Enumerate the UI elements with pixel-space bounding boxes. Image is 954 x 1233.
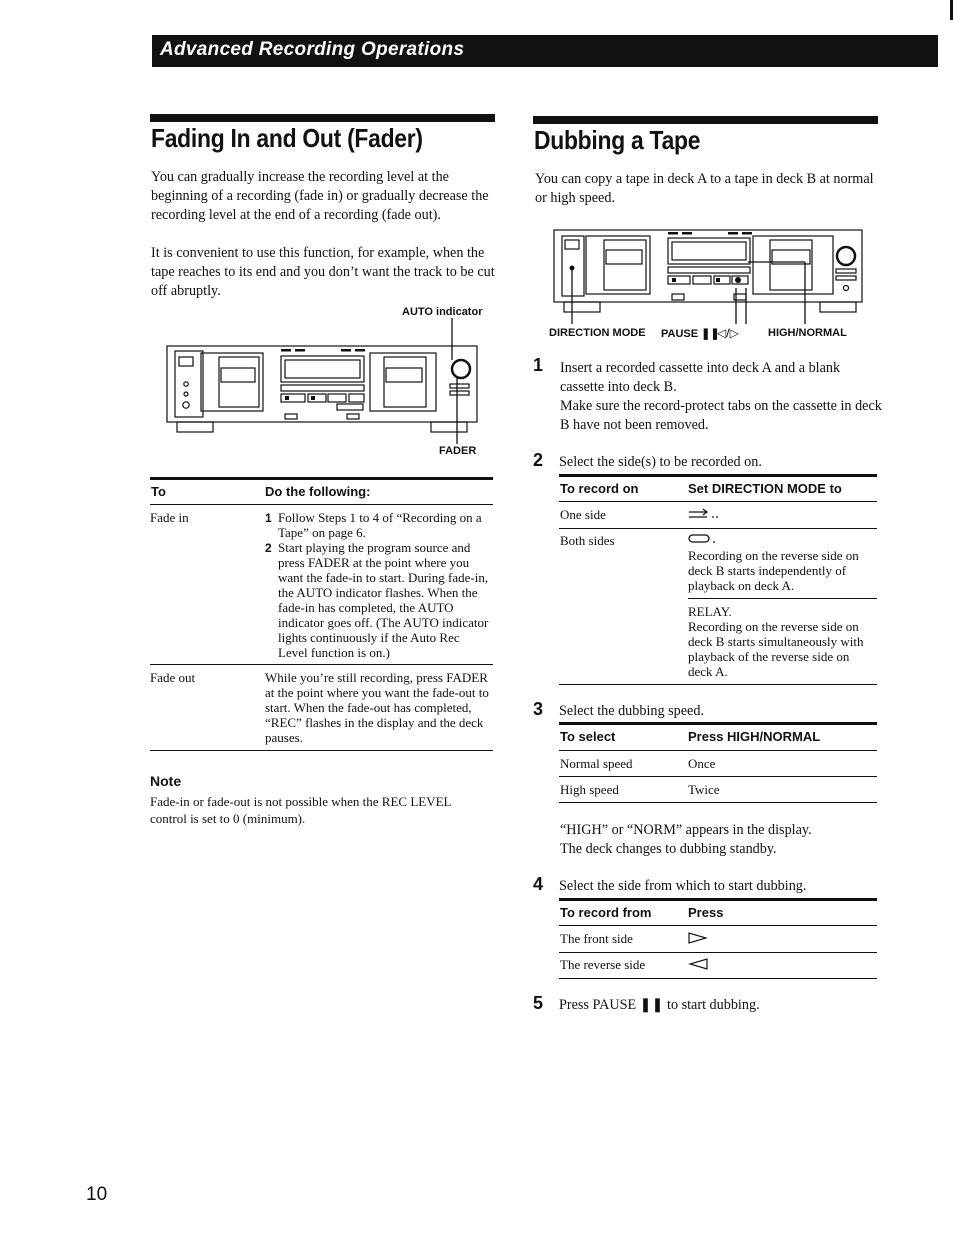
- reverse-side-label: The reverse side: [560, 957, 646, 972]
- dubbing-title: Dubbing a Tape: [534, 125, 701, 155]
- relay-value: RELAY.: [688, 604, 732, 619]
- dubbing-deck-illustration: [548, 226, 868, 330]
- step-2-number: 2: [533, 450, 544, 470]
- direction-mode-label: DIRECTION MODE: [549, 327, 646, 339]
- start-table-col-1: To record from: [560, 905, 652, 920]
- speed-table-col-2: Press HIGH/NORMAL: [688, 729, 821, 744]
- fade-out-label: Fade out: [150, 670, 196, 685]
- step-1-text: Insert a recorded cassette into deck A and a blank cassette into deck B.: [560, 360, 841, 395]
- both-sides-desc: Recording on the reverse side on deck B starts independently of playback on deck A.: [688, 548, 859, 593]
- normal-speed-label: Normal speed: [560, 756, 633, 771]
- relay-desc: Recording on the reverse side on deck B starts simultaneously with playback of the reverse side on deck A.: [688, 619, 864, 679]
- fader-table-col-to: To: [151, 484, 166, 499]
- note-text: Fade-in or fade-out is not possible when the REC LEVEL control is set to 0 (minimum).: [150, 794, 451, 826]
- dubbing-intro: You can copy a tape in deck A to a tape in deck B at normal or high speed.: [535, 171, 874, 206]
- fader-table-col-do: Do the following:: [265, 484, 371, 499]
- direction-table-top-rule: [559, 474, 877, 477]
- start-table-top-rule: [559, 898, 877, 901]
- high-normal-label: HIGH/NORMAL: [768, 327, 847, 339]
- step-4-text: Select the side from which to start dubbing.: [559, 878, 807, 894]
- step-5-text: Press PAUSE ❚❚ to start dubbing.: [559, 997, 760, 1013]
- auto-indicator-label: AUTO indicator: [402, 306, 483, 318]
- direction-table-rule-2: [688, 598, 877, 599]
- one-way-icon: [688, 508, 722, 522]
- speed-table-header-rule: [559, 750, 877, 751]
- step-1-note: Make sure the record-protect tabs on the cassette in deck B have not been removed.: [560, 398, 882, 433]
- section-title: Advanced Recording Operations: [160, 39, 465, 60]
- note-heading: Note: [150, 773, 182, 789]
- reverse-play-icon: [688, 958, 708, 970]
- fade-in-step2-num: 2: [265, 541, 272, 555]
- fader-table-bottom-rule: [150, 750, 493, 751]
- direction-table-col-2: Set DIRECTION MODE to: [688, 481, 842, 496]
- step-1-number: 1: [533, 355, 544, 375]
- fader-table-top-rule: [150, 477, 493, 480]
- section-header-bar: [152, 35, 938, 67]
- speed-table-rule-1: [559, 776, 877, 777]
- fader-intro-2: It is convenient to use this function, for example, when the tape reaches to its end and you don’t want the track to be cut off abruptly.: [151, 245, 495, 299]
- one-side-label: One side: [560, 507, 606, 522]
- speed-table-bottom-rule: [559, 802, 877, 803]
- speed-table-top-rule: [559, 722, 877, 725]
- front-side-label: The front side: [560, 931, 633, 946]
- direction-table-header-rule: [559, 501, 877, 502]
- start-table-col-2: Press: [688, 905, 724, 920]
- step-4-number: 4: [533, 874, 544, 894]
- pause-label: PAUSE ❚❚: [661, 328, 720, 340]
- high-speed-label: High speed: [560, 782, 619, 797]
- page-number: 10: [86, 1184, 108, 1205]
- direction-table-rule-1: [559, 528, 877, 529]
- high-speed-value: Twice: [688, 782, 720, 797]
- fader-deck-illustration: [165, 318, 485, 448]
- fade-in-label: Fade in: [150, 510, 189, 525]
- display-note: “HIGH” or “NORM” appears in the display.: [560, 822, 812, 838]
- edge-mark: [950, 0, 953, 20]
- start-table-header-rule: [559, 925, 877, 926]
- start-table-rule-1: [559, 952, 877, 953]
- fader-table-row-rule: [150, 664, 493, 665]
- step-3-number: 3: [533, 699, 544, 719]
- standby-note: The deck changes to dubbing standby.: [560, 841, 777, 857]
- step-3-text: Select the dubbing speed.: [559, 703, 704, 719]
- fader-intro-1: You can gradually increase the recording level at the beginning of a recording (fade in) or gradually decrease the recording level at the end of a recording (fade out).: [151, 169, 489, 223]
- forward-play-icon: [688, 932, 708, 944]
- fade-in-step1-num: 1: [265, 511, 272, 525]
- step-5-number: 5: [533, 993, 544, 1013]
- step-2-text: Select the side(s) to be recorded on.: [559, 454, 762, 470]
- normal-speed-value: Once: [688, 756, 716, 771]
- fader-table-header-rule: [150, 504, 493, 505]
- loop-icon: [688, 533, 718, 545]
- both-sides-label: Both sides: [560, 533, 615, 548]
- direction-table-bottom-rule: [559, 684, 877, 685]
- fade-in-step1: Follow Steps 1 to 4 of “Recording on a Tape” on page 6.: [278, 510, 482, 540]
- speed-table-col-1: To select: [560, 729, 616, 744]
- play-direction-label: ◁/▷: [717, 326, 739, 340]
- fade-out-text: While you’re still recording, press FADER at the point where you want the fade-out to start. When the fade-out has completed, “REC” flashes in the display and the deck pauses.: [265, 670, 489, 745]
- start-table-bottom-rule: [559, 978, 877, 979]
- fader-title: Fading In and Out (Fader): [151, 123, 423, 153]
- title-rule: [150, 114, 495, 122]
- fade-in-step2: Start playing the program source and press FADER at the point where you want the fade-in to start. During fade-in, the AUTO indicator flashes. When the fade-in has completed, the AUTO indicator goes off. (The AUTO indicator lights continuously if the Auto Rec Level function is on.): [278, 540, 489, 660]
- fader-label: FADER: [439, 445, 477, 457]
- direction-table-col-1: To record on: [560, 481, 639, 496]
- dubbing-title-rule: [533, 116, 878, 124]
